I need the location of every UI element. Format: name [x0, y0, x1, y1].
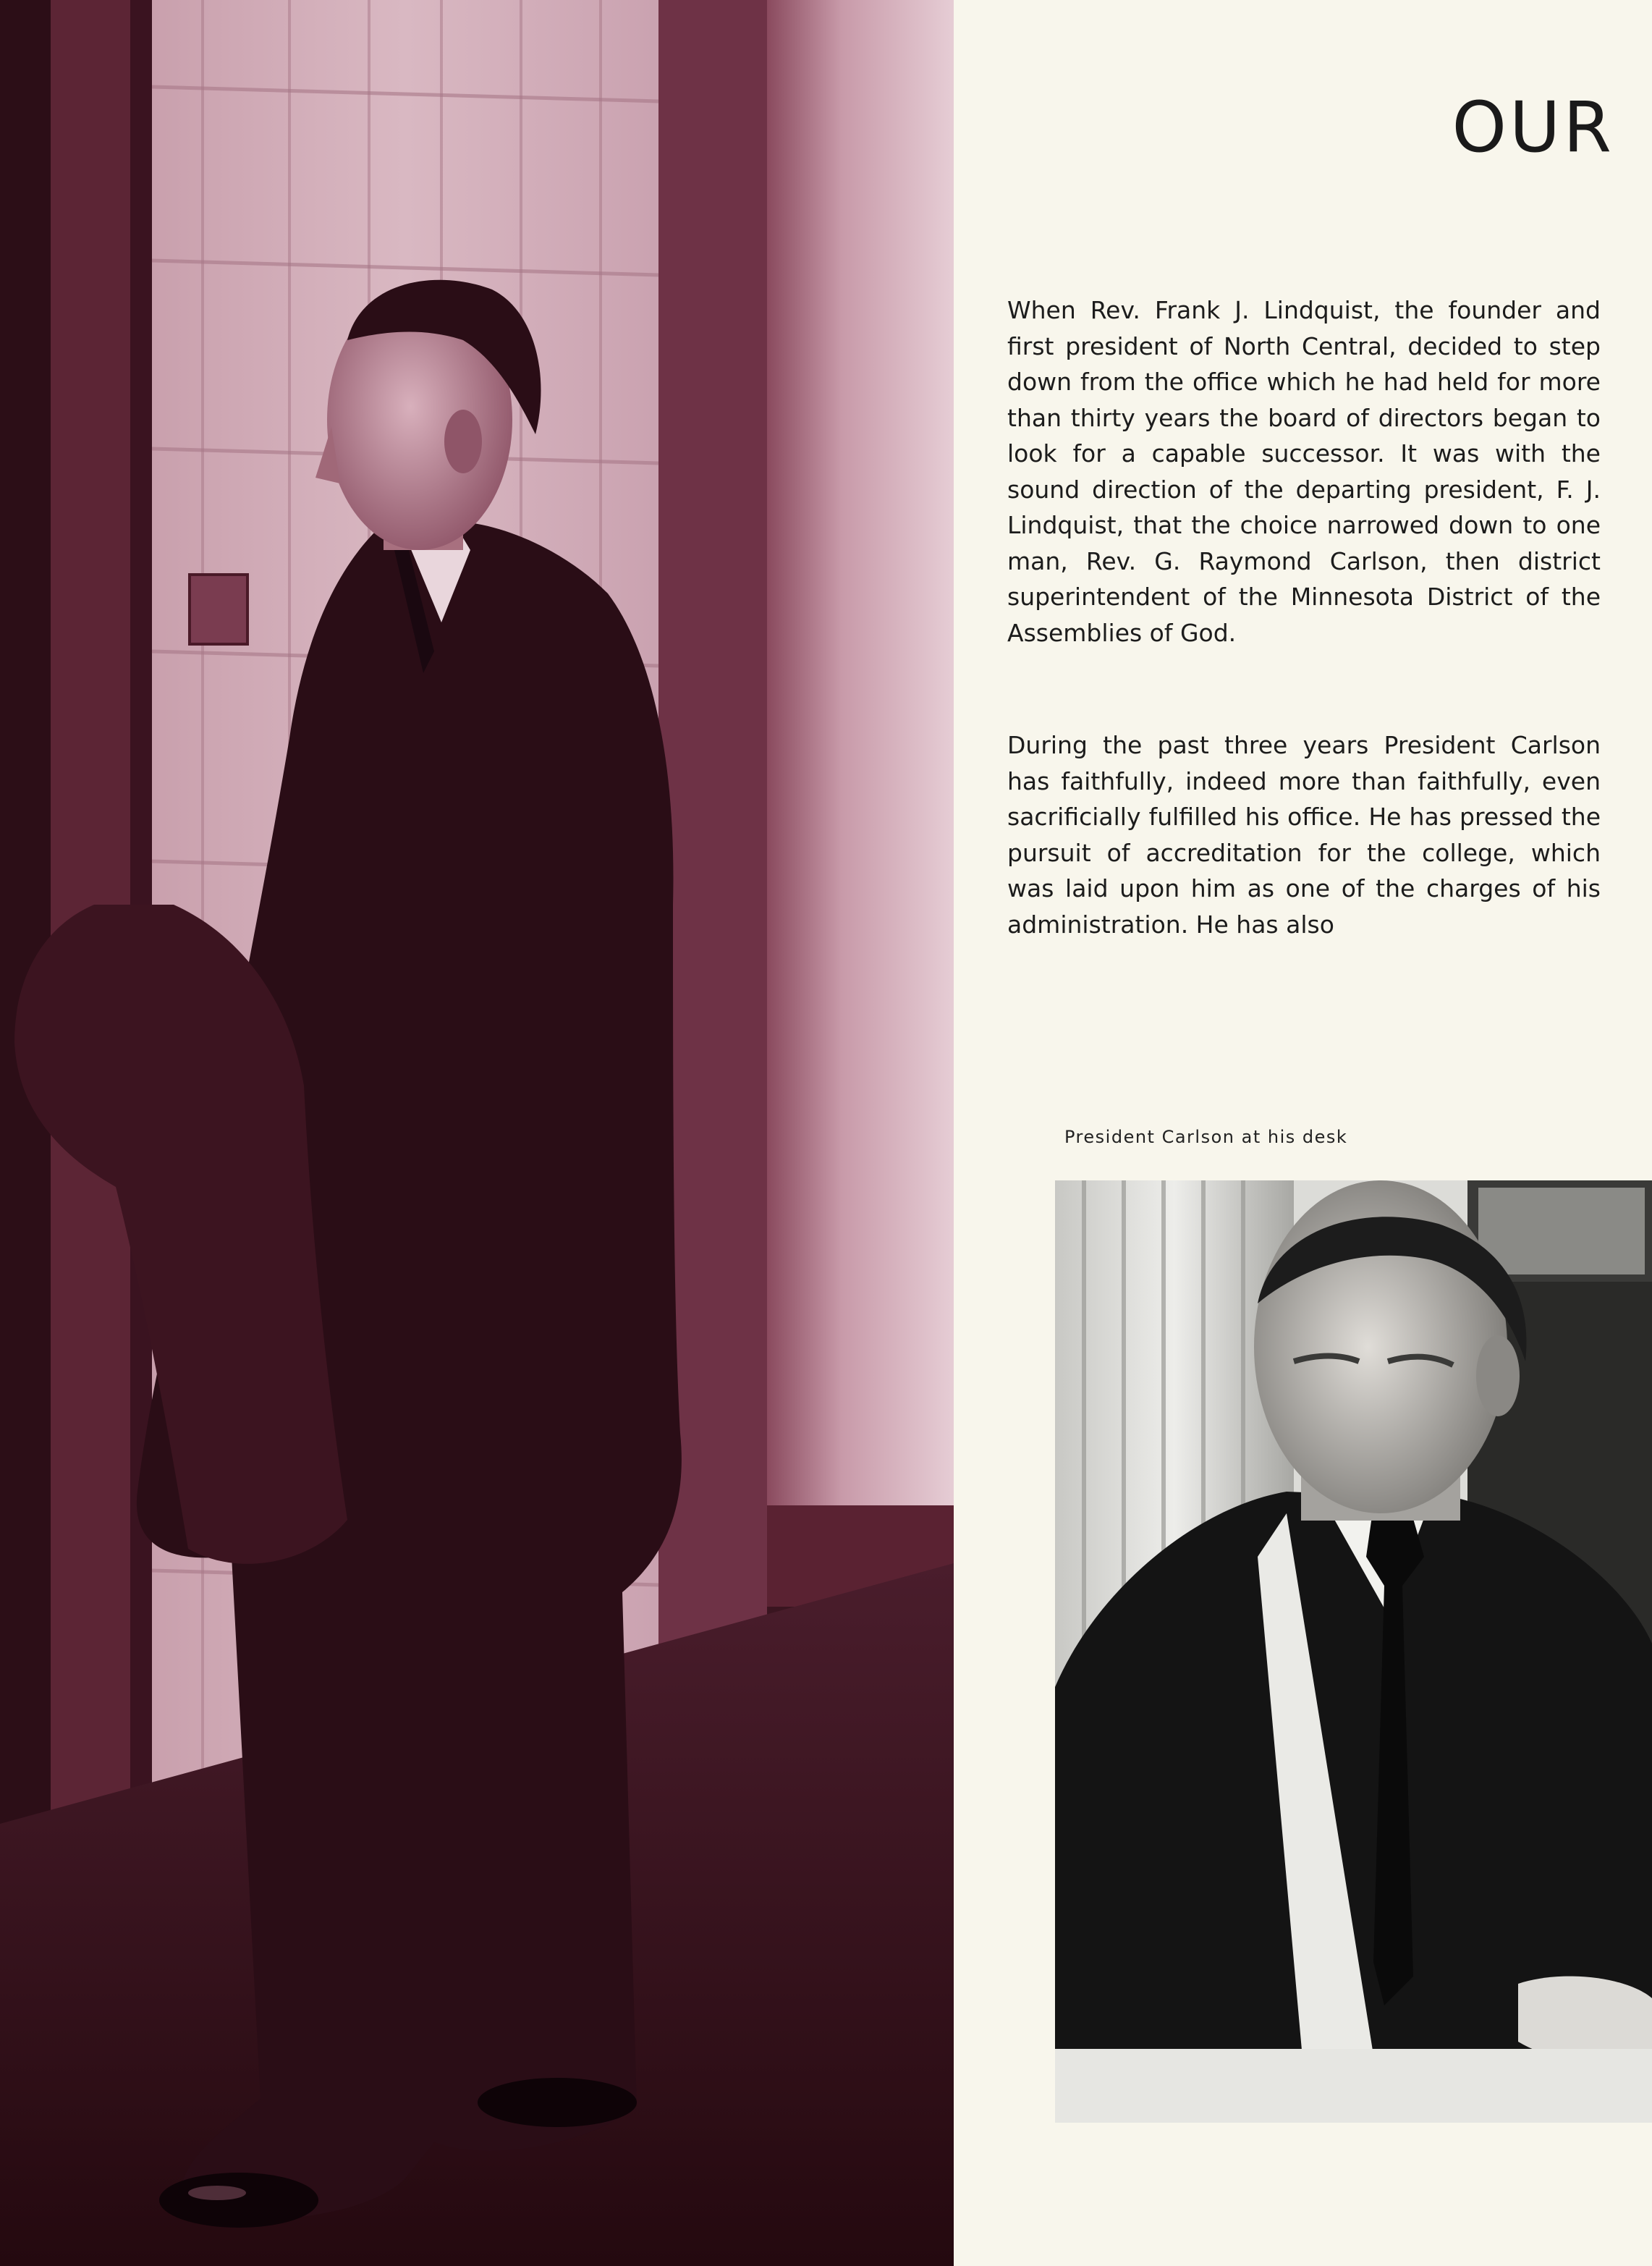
section-title: OUR [1452, 87, 1614, 168]
president-desk-photo [1055, 1180, 1652, 2123]
desk-photo-caption: President Carlson at his desk [1064, 1127, 1348, 1147]
right-text-column [954, 0, 1652, 2266]
article-paragraph-2: During the past three years President Carlson has faithfully, indeed more than faithfully, even sacrificially fulfilled his office. He has pressed the pursuit of accreditation for the college, which was laid upon him as one of the charges of his administration. He has also [1007, 731, 1601, 939]
article-paragraph-1: When Rev. Frank J. Lindquist, the founder and first president of North Central, decided to step down from the office which he had held for more than thirty years the board of directors began to look for a capable successor. It was with the sound direction of the departing president, F. J. Lindquist, that the choice narrowed down to one man, Rev. G. Raymond Carlson, then district superintendent of the Minnesota District of the Assemblies of God. [1007, 296, 1601, 647]
